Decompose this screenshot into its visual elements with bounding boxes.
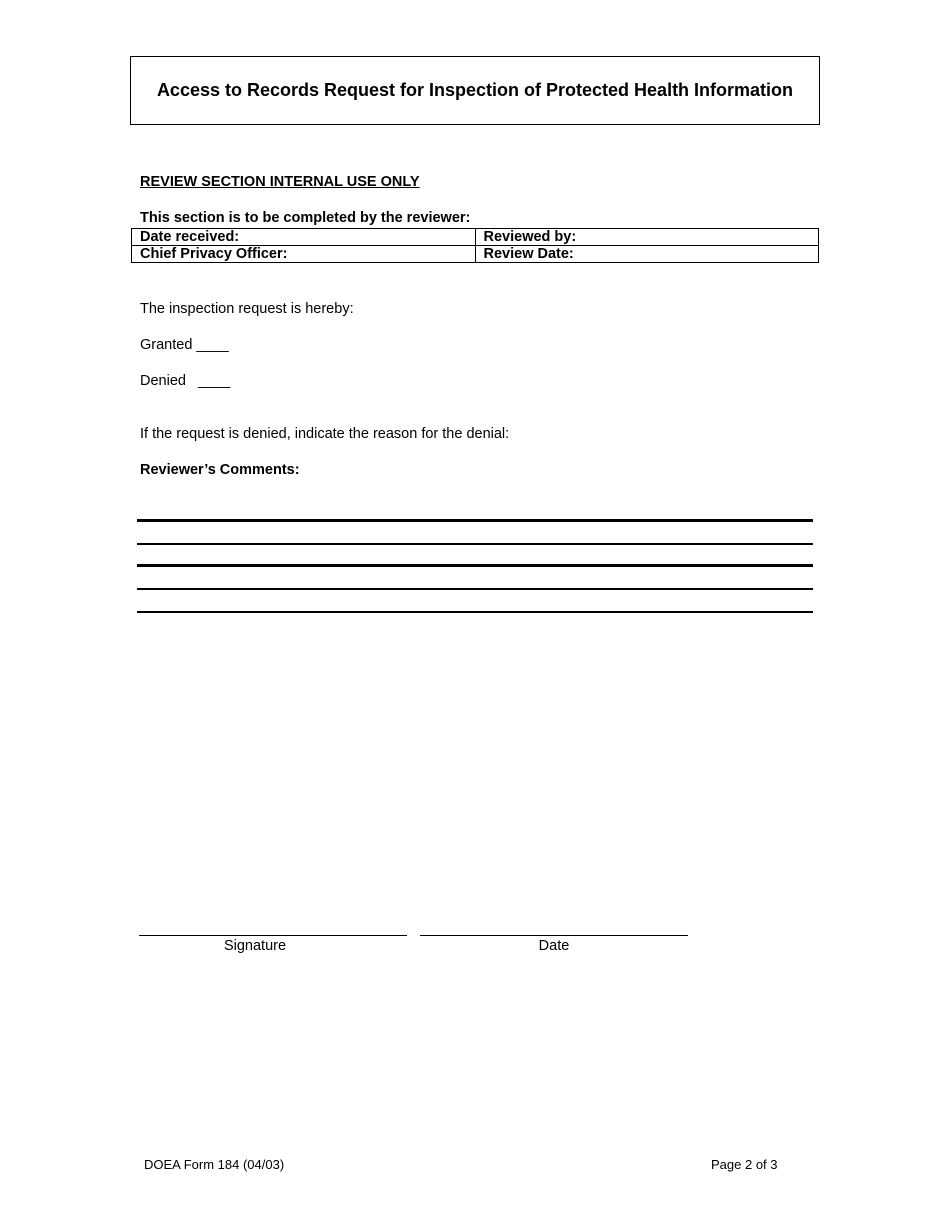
decision-intro: The inspection request is hereby:	[140, 301, 354, 317]
comment-line[interactable]	[137, 564, 813, 567]
comment-line[interactable]	[137, 519, 813, 522]
comment-line[interactable]	[137, 588, 813, 590]
table-row	[132, 229, 819, 246]
date-caption: Date	[538, 938, 570, 954]
title-box	[130, 56, 820, 125]
table-row	[132, 246, 819, 263]
reviewer-comments-label: Reviewer’s Comments:	[140, 462, 300, 478]
granted-option[interactable]: Granted ____	[140, 337, 229, 353]
reviewed-by-field[interactable]: Reviewed by:	[475, 229, 819, 246]
signature-caption: Signature	[223, 938, 287, 954]
reviewer-instruction: This section is to be completed by the reviewer:	[140, 210, 471, 226]
chief-privacy-officer-field[interactable]: Chief Privacy Officer:	[132, 246, 476, 263]
date-line[interactable]	[420, 935, 688, 936]
date-received-field[interactable]: Date received:	[132, 229, 476, 246]
review-table	[131, 228, 819, 263]
comment-line[interactable]	[137, 543, 813, 545]
denied-option[interactable]: Denied ____	[140, 373, 231, 389]
form-id: DOEA Form 184 (04/03)	[144, 1157, 285, 1172]
denial-reason-prompt: If the request is denied, indicate the reason for the denial:	[140, 426, 510, 442]
review-section-heading: REVIEW SECTION INTERNAL USE ONLY	[140, 174, 420, 190]
signature-line[interactable]	[139, 935, 407, 936]
comment-line[interactable]	[137, 611, 813, 613]
review-date-field[interactable]: Review Date:	[475, 246, 819, 263]
page-title: Access to Records Request for Inspection of Protected Health Information	[156, 80, 794, 100]
page-number: Page 2 of 3	[711, 1157, 778, 1172]
